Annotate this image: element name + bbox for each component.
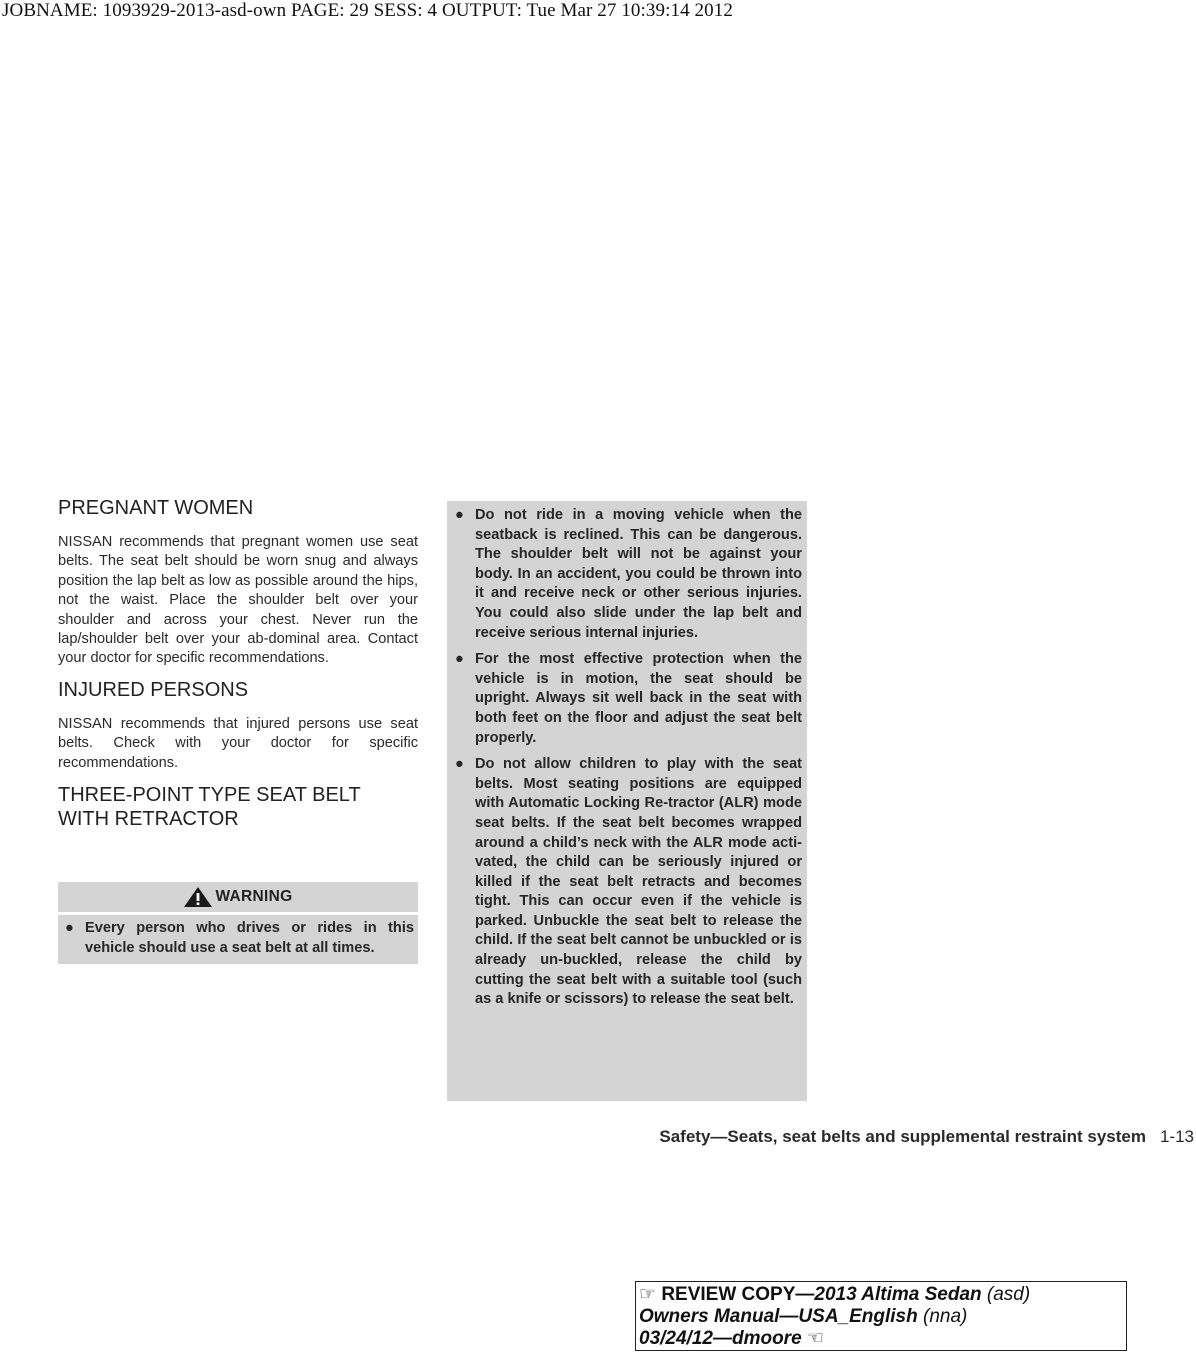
pointing-hand-icon: ☞ xyxy=(639,1284,657,1305)
review-vehicle-code: (asd) xyxy=(981,1284,1031,1305)
paragraph-injured-persons: NISSAN recommends that injured persons use seat belts. Check with your doctor for specific recommendations. xyxy=(58,715,418,771)
warning-triangle-icon xyxy=(183,886,213,908)
left-column xyxy=(58,496,418,831)
pointing-hand-left-icon: ☜ xyxy=(806,1328,824,1349)
warning-bullet-item xyxy=(452,650,802,748)
warning-label: WARNING xyxy=(215,888,293,905)
warning-bullet-text: Every person who drives or rides in this vehicle should use a seat belt at all times. xyxy=(85,920,414,956)
review-copy-label: REVIEW COPY— xyxy=(661,1284,815,1305)
bullet-dot: ● xyxy=(455,651,464,668)
heading-three-point-seat-belt xyxy=(58,783,418,831)
heading-line-2: WITH RETRACTOR xyxy=(58,808,239,831)
warning-bullet-item xyxy=(62,919,414,958)
warning-body xyxy=(58,915,418,964)
review-date-author: 03/24/12—dmoore xyxy=(639,1328,802,1349)
bullet-dot: ● xyxy=(455,507,464,523)
review-manual-name: Owners Manual—USA_English xyxy=(639,1306,918,1327)
warning-continued-box xyxy=(447,501,807,1101)
review-vehicle-name: 2013 Altima Sedan xyxy=(814,1284,982,1305)
warning-bullet-item xyxy=(452,506,802,643)
warning-bullet-item xyxy=(452,755,802,1010)
warning-header xyxy=(58,882,418,912)
page-number: 1-13 xyxy=(1159,1127,1194,1146)
heading-injured-persons: INJURED PERSONS xyxy=(58,678,249,701)
warning-bullet-text: Do not allow children to play with the seat belts. Most seating positions are equipped with Automatic Locking Re-tractor (ALR) mode seat belts. If the seat belt becomes wrapped around a child’s neck with the ALR mode acti-vated, the child can be seriously injured or killed if the seat belt retracts and becomes tight. This can occur even if the vehicle is parked. Unbuckle the seat belt to release the child. If the seat belt cannot be unbuckled or is already un-buckled, release the child by cutting the seat belt with a suitable tool (such as a knife or scissors) to release the seat belt. xyxy=(475,756,802,1008)
warning-box xyxy=(58,882,418,964)
warning-bullet-text: For the most effective protection when the vehicle is in motion, the seat should be upright. Always sit well back in the seat with both feet on the floor and adjust the seat belt properly. xyxy=(475,651,802,746)
page-footer xyxy=(659,1127,1194,1147)
paragraph-pregnant-women: NISSAN recommends that pregnant women use seat belts. The seat belt should be worn snug and always position the lap belt as low as possible around the hips, not the waist. Place the shoulder belt over your shoulder and across your chest. Never run the lap/shoulder belt over your ab-dominal area. Contact your doctor for specific recommendations. xyxy=(58,534,418,667)
review-line-1 xyxy=(639,1284,1126,1306)
bullet-dot: ● xyxy=(65,920,74,936)
review-line-3 xyxy=(639,1328,1126,1350)
warning-bullet-text: Do not ride in a moving vehicle when the seatback is reclined. This can be dangerous. The shoulder belt will not be against your body. In an accident, you could be thrown into it and receive neck or other serious injuries. You could also slide under the lap belt and receive serious internal injuries. xyxy=(475,507,802,641)
bullet-dot: ● xyxy=(455,756,464,773)
heading-line-1: THREE-POINT TYPE SEAT BELT xyxy=(58,784,361,807)
job-info-header: JOBNAME: 1093929-2013-asd-own PAGE: 29 SESS: 4 OUTPUT: Tue Mar 27 10:39:14 2012 xyxy=(2,0,733,21)
footer-section-title: Safety—Seats, seat belts and supplemental restraint system xyxy=(659,1127,1146,1146)
review-copy-box xyxy=(635,1281,1127,1351)
review-line-2 xyxy=(639,1306,1126,1328)
heading-pregnant-women: PREGNANT WOMEN xyxy=(58,497,254,519)
review-manual-code: (nna) xyxy=(917,1306,968,1327)
